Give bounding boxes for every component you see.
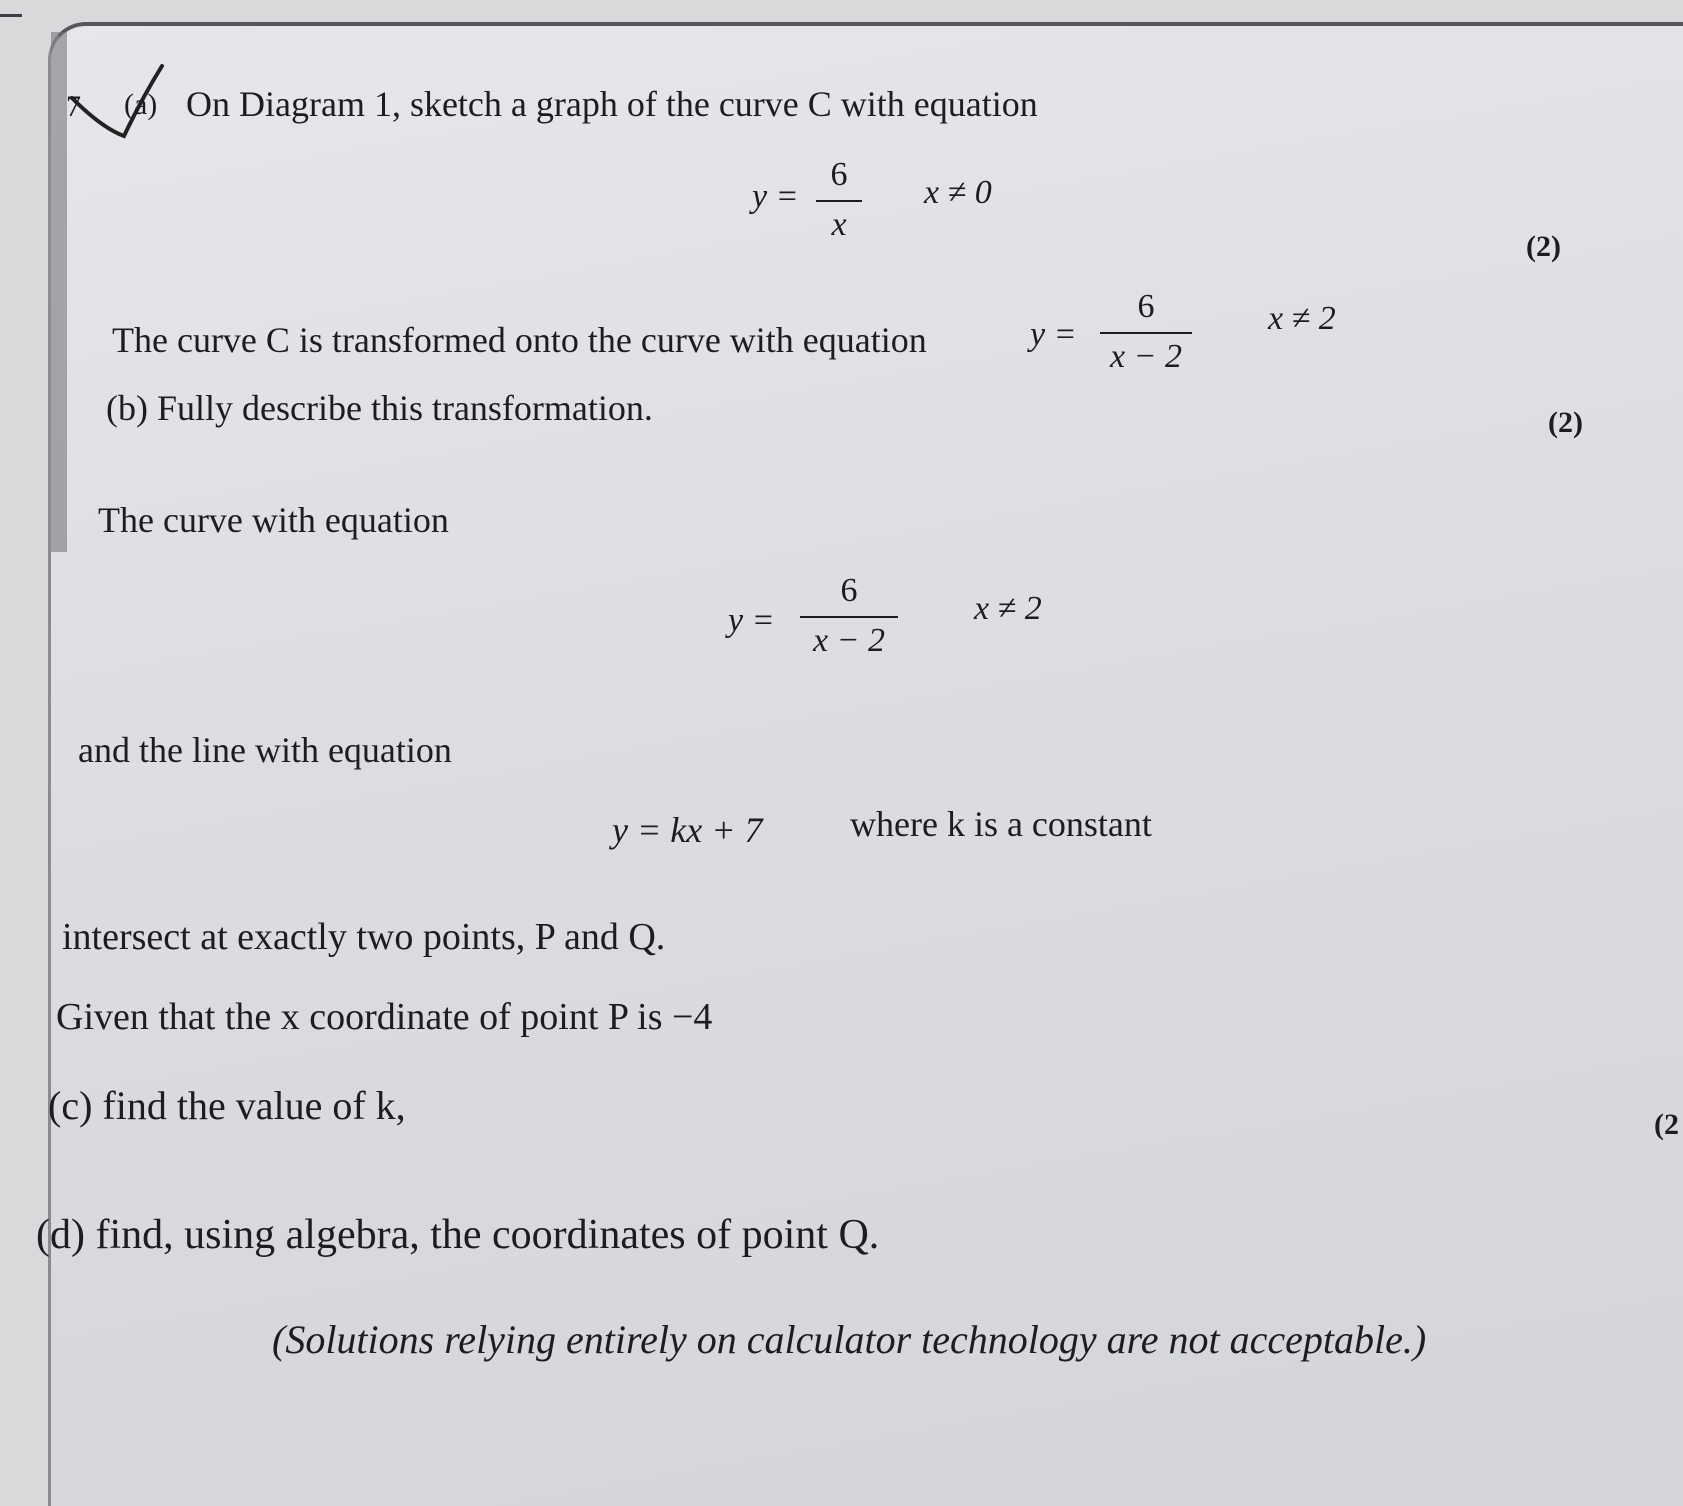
given-text: Given that the x coordinate of point P is −4 bbox=[56, 996, 713, 1038]
marks-a: (2) bbox=[1526, 230, 1561, 263]
footnote-text: (Solutions relying entirely on calculator technology are not acceptable.) bbox=[272, 1317, 1427, 1362]
eq1-fraction bbox=[816, 158, 862, 242]
line-text: and the line with equation bbox=[78, 730, 452, 770]
eq1-denominator: x bbox=[831, 206, 847, 243]
part-d-text: (d) find, using algebra, the coordinates of point Q. bbox=[36, 1212, 880, 1258]
part-b-text: (b) Fully describe this transformation. bbox=[106, 388, 653, 428]
eq2-denominator: x − 2 bbox=[1109, 338, 1183, 375]
eq3-denominator: x − 2 bbox=[812, 622, 886, 659]
marks-b: (2) bbox=[1548, 406, 1583, 439]
part-c-text: (c) find the value of k, bbox=[48, 1083, 406, 1128]
transform-text: The curve C is transformed onto the curve with equation bbox=[112, 320, 927, 360]
eq1-lhs: y = bbox=[752, 178, 799, 215]
eq1-numerator: 6 bbox=[830, 156, 848, 193]
eq3-fraction bbox=[800, 574, 898, 658]
eq3-condition: x ≠ 2 bbox=[974, 590, 1042, 627]
part-a-text: On Diagram 1, sketch a graph of the curve C with equation bbox=[186, 84, 1038, 124]
eq3-lhs: y = bbox=[728, 602, 775, 639]
curve-text: The curve with equation bbox=[98, 500, 449, 540]
marks-c: (2 bbox=[1654, 1108, 1679, 1141]
eq2-lhs: y = bbox=[1030, 316, 1077, 353]
intersect-text: intersect at exactly two points, P and Q. bbox=[62, 916, 666, 958]
eq4-expression: y = kx + 7 bbox=[612, 810, 763, 850]
page-corner-mark bbox=[0, 14, 22, 17]
eq1-condition: x ≠ 0 bbox=[924, 174, 992, 211]
eq2-fraction bbox=[1100, 290, 1192, 374]
question-number: 7 bbox=[66, 90, 81, 123]
eq2-condition: x ≠ 2 bbox=[1268, 300, 1336, 337]
eq4-note: where k is a constant bbox=[850, 804, 1152, 844]
eq2-numerator: 6 bbox=[1137, 288, 1155, 325]
part-a-label: (a) bbox=[124, 88, 158, 121]
eq3-numerator: 6 bbox=[840, 572, 858, 609]
